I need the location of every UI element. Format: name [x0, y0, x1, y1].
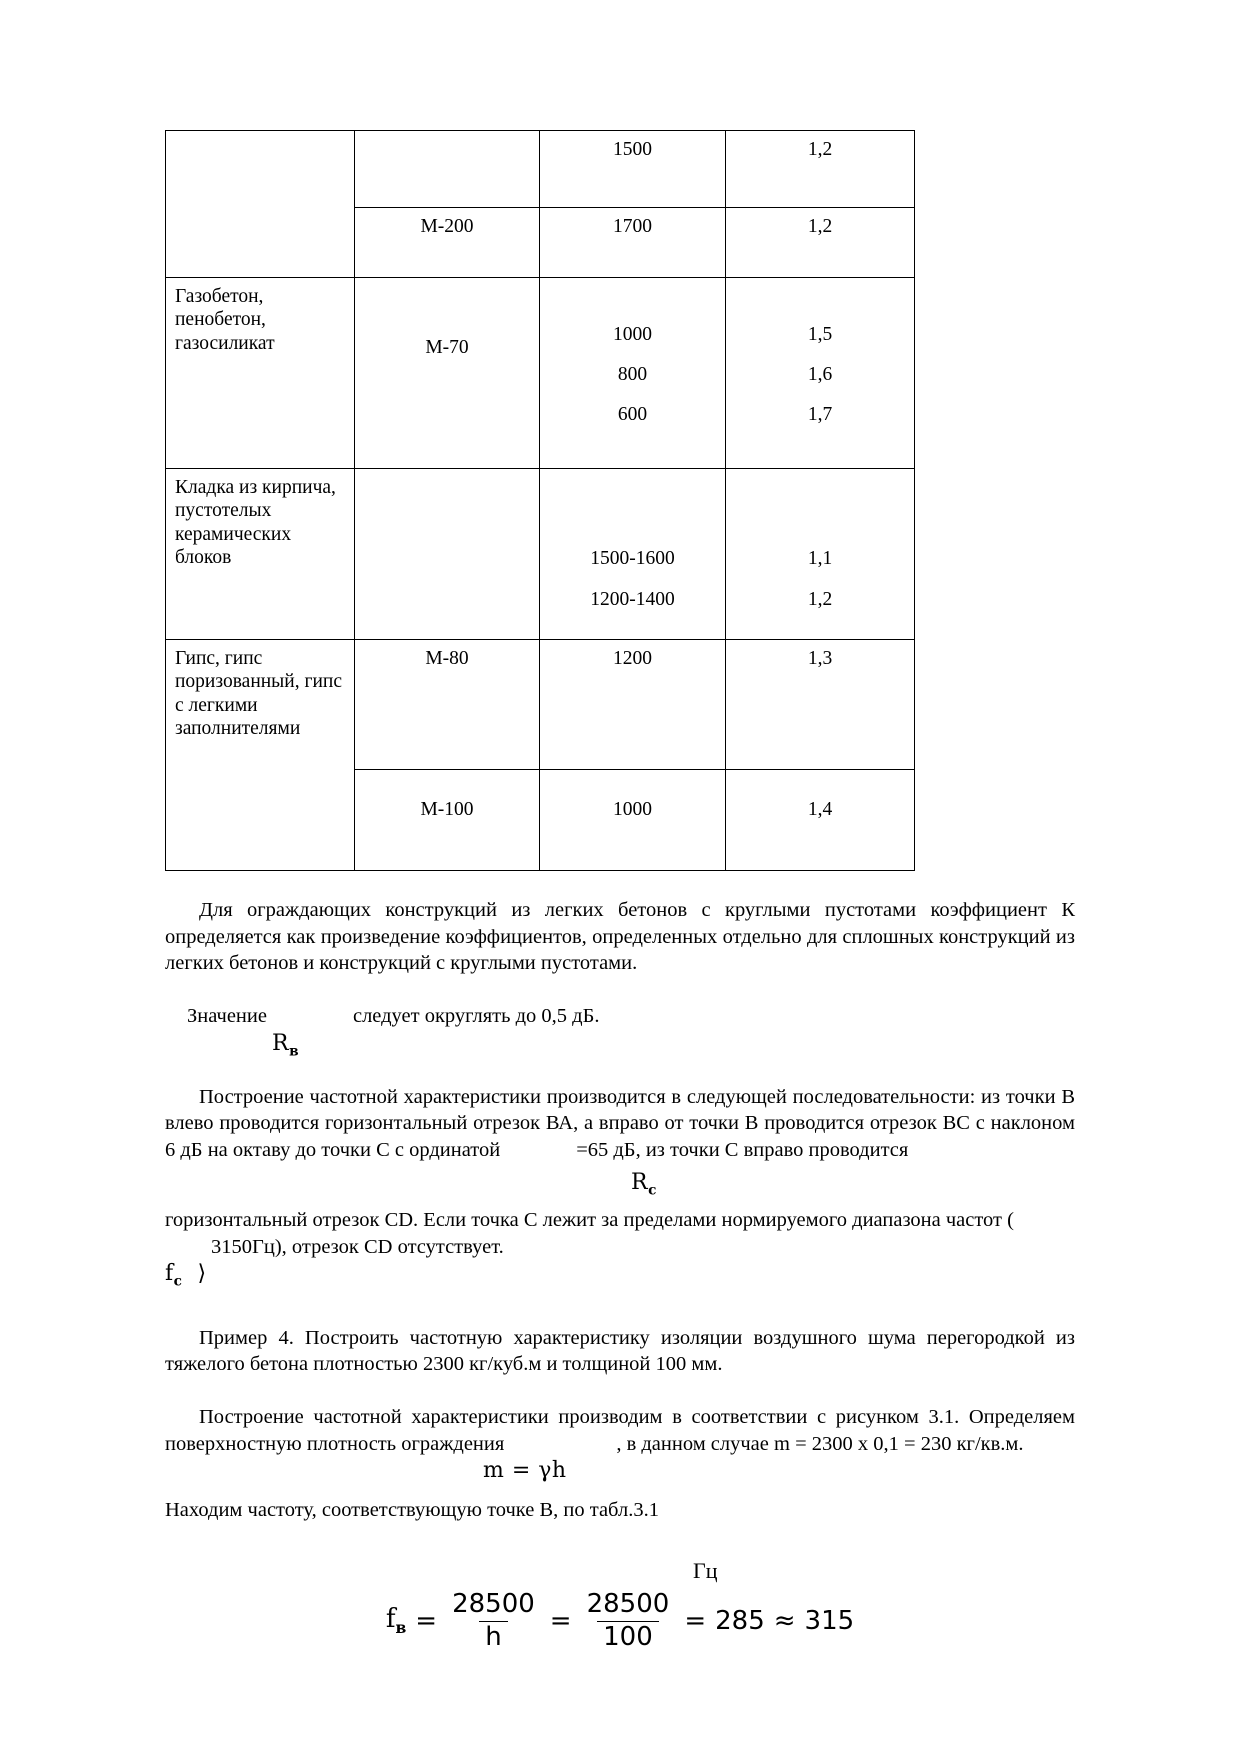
density-value: 1700 [613, 216, 652, 237]
cell-koef [726, 278, 915, 469]
material-text [166, 131, 354, 145]
cell-mark [355, 640, 540, 770]
paragraph-cd-block [165, 1207, 1075, 1290]
equation-fc: $f_c$ ⟩ [165, 1261, 207, 1290]
material-line: заполнителями [175, 718, 301, 740]
surface-density-part2: , в данном случае m = 2300 х 0,1 = 230 кг/кв.м. [616, 1432, 1024, 1455]
formula-value: 285 [715, 1606, 765, 1637]
material-text [166, 469, 354, 639]
final-formula-block [165, 1558, 1075, 1688]
cell-mark [355, 208, 540, 278]
mark-text: М-100 [420, 799, 474, 820]
mark-text [355, 131, 539, 207]
koef-value: 1,2 [807, 139, 833, 160]
paragraph-cd-part2: 3150Гц), отрезок CD отсутствует. [211, 1236, 504, 1259]
cell-mark [355, 278, 540, 469]
paragraph-rounding-block [165, 1003, 1075, 1060]
material-line: керамических блоков [175, 523, 292, 569]
material-line: с легкими [175, 694, 258, 716]
koef-value: 1,1 [807, 548, 833, 569]
density-value: 1500 [613, 139, 652, 160]
cell-koef [726, 131, 915, 208]
mark-text [355, 469, 539, 639]
koef-value: 1,2 [807, 216, 833, 237]
material-line: Газобетон, [175, 286, 264, 307]
cell-density [540, 469, 726, 640]
koef-value: 1,2 [807, 589, 833, 610]
material-line: Гипс, гипс [175, 648, 263, 669]
mark-text: М-70 [425, 337, 469, 358]
koef-spacer [735, 285, 905, 315]
cell-material [166, 469, 355, 640]
paragraph-construction [165, 1084, 1075, 1164]
formula-equals-2: = [549, 1606, 572, 1637]
material-line: газосиликат [175, 332, 275, 354]
cell-density [540, 278, 726, 469]
paragraph-surface-density-block [165, 1404, 1075, 1484]
koef-value: 1,7 [807, 404, 833, 425]
coefficient-table [165, 130, 915, 871]
formula-fraction-1 [446, 1590, 541, 1652]
mark-text: М-200 [420, 216, 474, 237]
koef-spacer [735, 476, 905, 538]
cell-koef [726, 208, 915, 278]
fraction-denominator: h [479, 1621, 507, 1652]
paragraph-example-4: Пример 4. Построить частотную характеристику изоляции воздушного шума перегородкой из тяжелого бетона плотностью 2300 кг/куб.м и толщиной 100 мм. [165, 1326, 1075, 1376]
koef-value: 1,6 [807, 364, 833, 385]
density-value: 1500-1600 [590, 548, 675, 569]
equation-m-gamma-h: m = γh [483, 1458, 567, 1484]
paragraph-cd-part1: горизонтальный отрезок CD. Если точка С лежит за пределами нормируемого диапазона частот ( [165, 1209, 1014, 1232]
material-line: поризованный, гипс [175, 671, 342, 693]
frequency-formula [386, 1590, 854, 1652]
equation-rc: $R_c$ [631, 1169, 657, 1198]
material-text [166, 640, 354, 748]
cell-mark [355, 469, 540, 640]
mark-text: М-80 [425, 648, 469, 669]
formula-equals-1: = [415, 1606, 438, 1637]
formula-equals-3: = [684, 1606, 707, 1637]
density-spacer [549, 476, 716, 538]
cell-density [540, 640, 726, 770]
paragraph-construction-block [165, 1084, 1075, 1198]
surface-density-part1: Построение частотной характеристики производим в соответствии с рисунком 3.1. Определяем поверхностную плотность ограждения [165, 1406, 1075, 1455]
density-value: 1200-1400 [590, 589, 675, 610]
cell-density [540, 131, 726, 208]
cell-koef [726, 469, 915, 640]
table-row [166, 278, 915, 469]
paragraph-surface-density [165, 1404, 1075, 1457]
density-value: 1000 [613, 324, 652, 345]
density-value: 800 [617, 364, 648, 385]
table-row [166, 640, 915, 770]
paragraph-find-frequency: Находим частоту, соответствующую точке В, по табл.3.1 [165, 1499, 659, 1522]
material-line: пустотелых [175, 500, 272, 522]
table-row [166, 131, 915, 208]
construction-text-part2: =65 дБ, из точки С вправо проводится [576, 1138, 909, 1161]
cell-density [540, 208, 726, 278]
material-line: пенобетон, [175, 309, 266, 331]
density-spacer [549, 285, 716, 315]
formula-row [165, 1590, 1075, 1652]
cell-koef [726, 640, 915, 770]
density-value: 1000 [613, 799, 652, 820]
cell-density [540, 770, 726, 871]
cell-mark [355, 131, 540, 208]
cell-material [166, 278, 355, 469]
material-line: Кладка из кирпича, [175, 477, 336, 498]
rounding-text-before: Значение [187, 1004, 267, 1027]
equation-rb: $R_в$ [272, 1030, 300, 1060]
koef-value: 1,3 [807, 648, 833, 669]
cell-mark [355, 770, 540, 871]
koef-value: 1,4 [807, 799, 833, 820]
construction-text-part1: Построение частотной характеристики производится в следующей последовательности: из точки В влево проводится горизонтальный отрезок ВА, а вправо от точки В проводится отрезок ВС с наклоном 6 дБ на октаву до точки С с ординатой [165, 1085, 1075, 1161]
paragraph-coefficient-k: Для ограждающих конструкций из легких бетонов с круглыми пустотами коэффициент К определяется как произведение коэффициентов, определенных отдельно для сплошных конструкций из легких бетонов и конструкций с круглыми пустотами. [165, 899, 1075, 975]
rounding-text-after: следует округлять до 0,5 дБ. [352, 1004, 600, 1027]
formula-rounded-value: 315 [804, 1606, 855, 1637]
cell-material [166, 640, 355, 871]
material-text [166, 278, 354, 468]
fraction-numerator: 28500 [586, 1588, 670, 1619]
cell-koef [726, 770, 915, 871]
formula-lhs: $f_в$ [385, 1604, 407, 1638]
density-value: 600 [617, 404, 648, 425]
paragraph-rounding [165, 1003, 1075, 1030]
fraction-denominator: 100 [597, 1621, 659, 1652]
formula-approx-sign: ≈ [773, 1606, 796, 1637]
density-value: 1200 [613, 648, 652, 669]
fraction-numerator: 28500 [452, 1588, 535, 1619]
formula-unit-hz: Гц [693, 1557, 718, 1583]
cell-material [166, 131, 355, 278]
koef-value: 1,5 [807, 324, 833, 345]
table-row [166, 469, 915, 640]
formula-fraction-2 [581, 1590, 676, 1652]
page-content [165, 130, 1075, 1688]
